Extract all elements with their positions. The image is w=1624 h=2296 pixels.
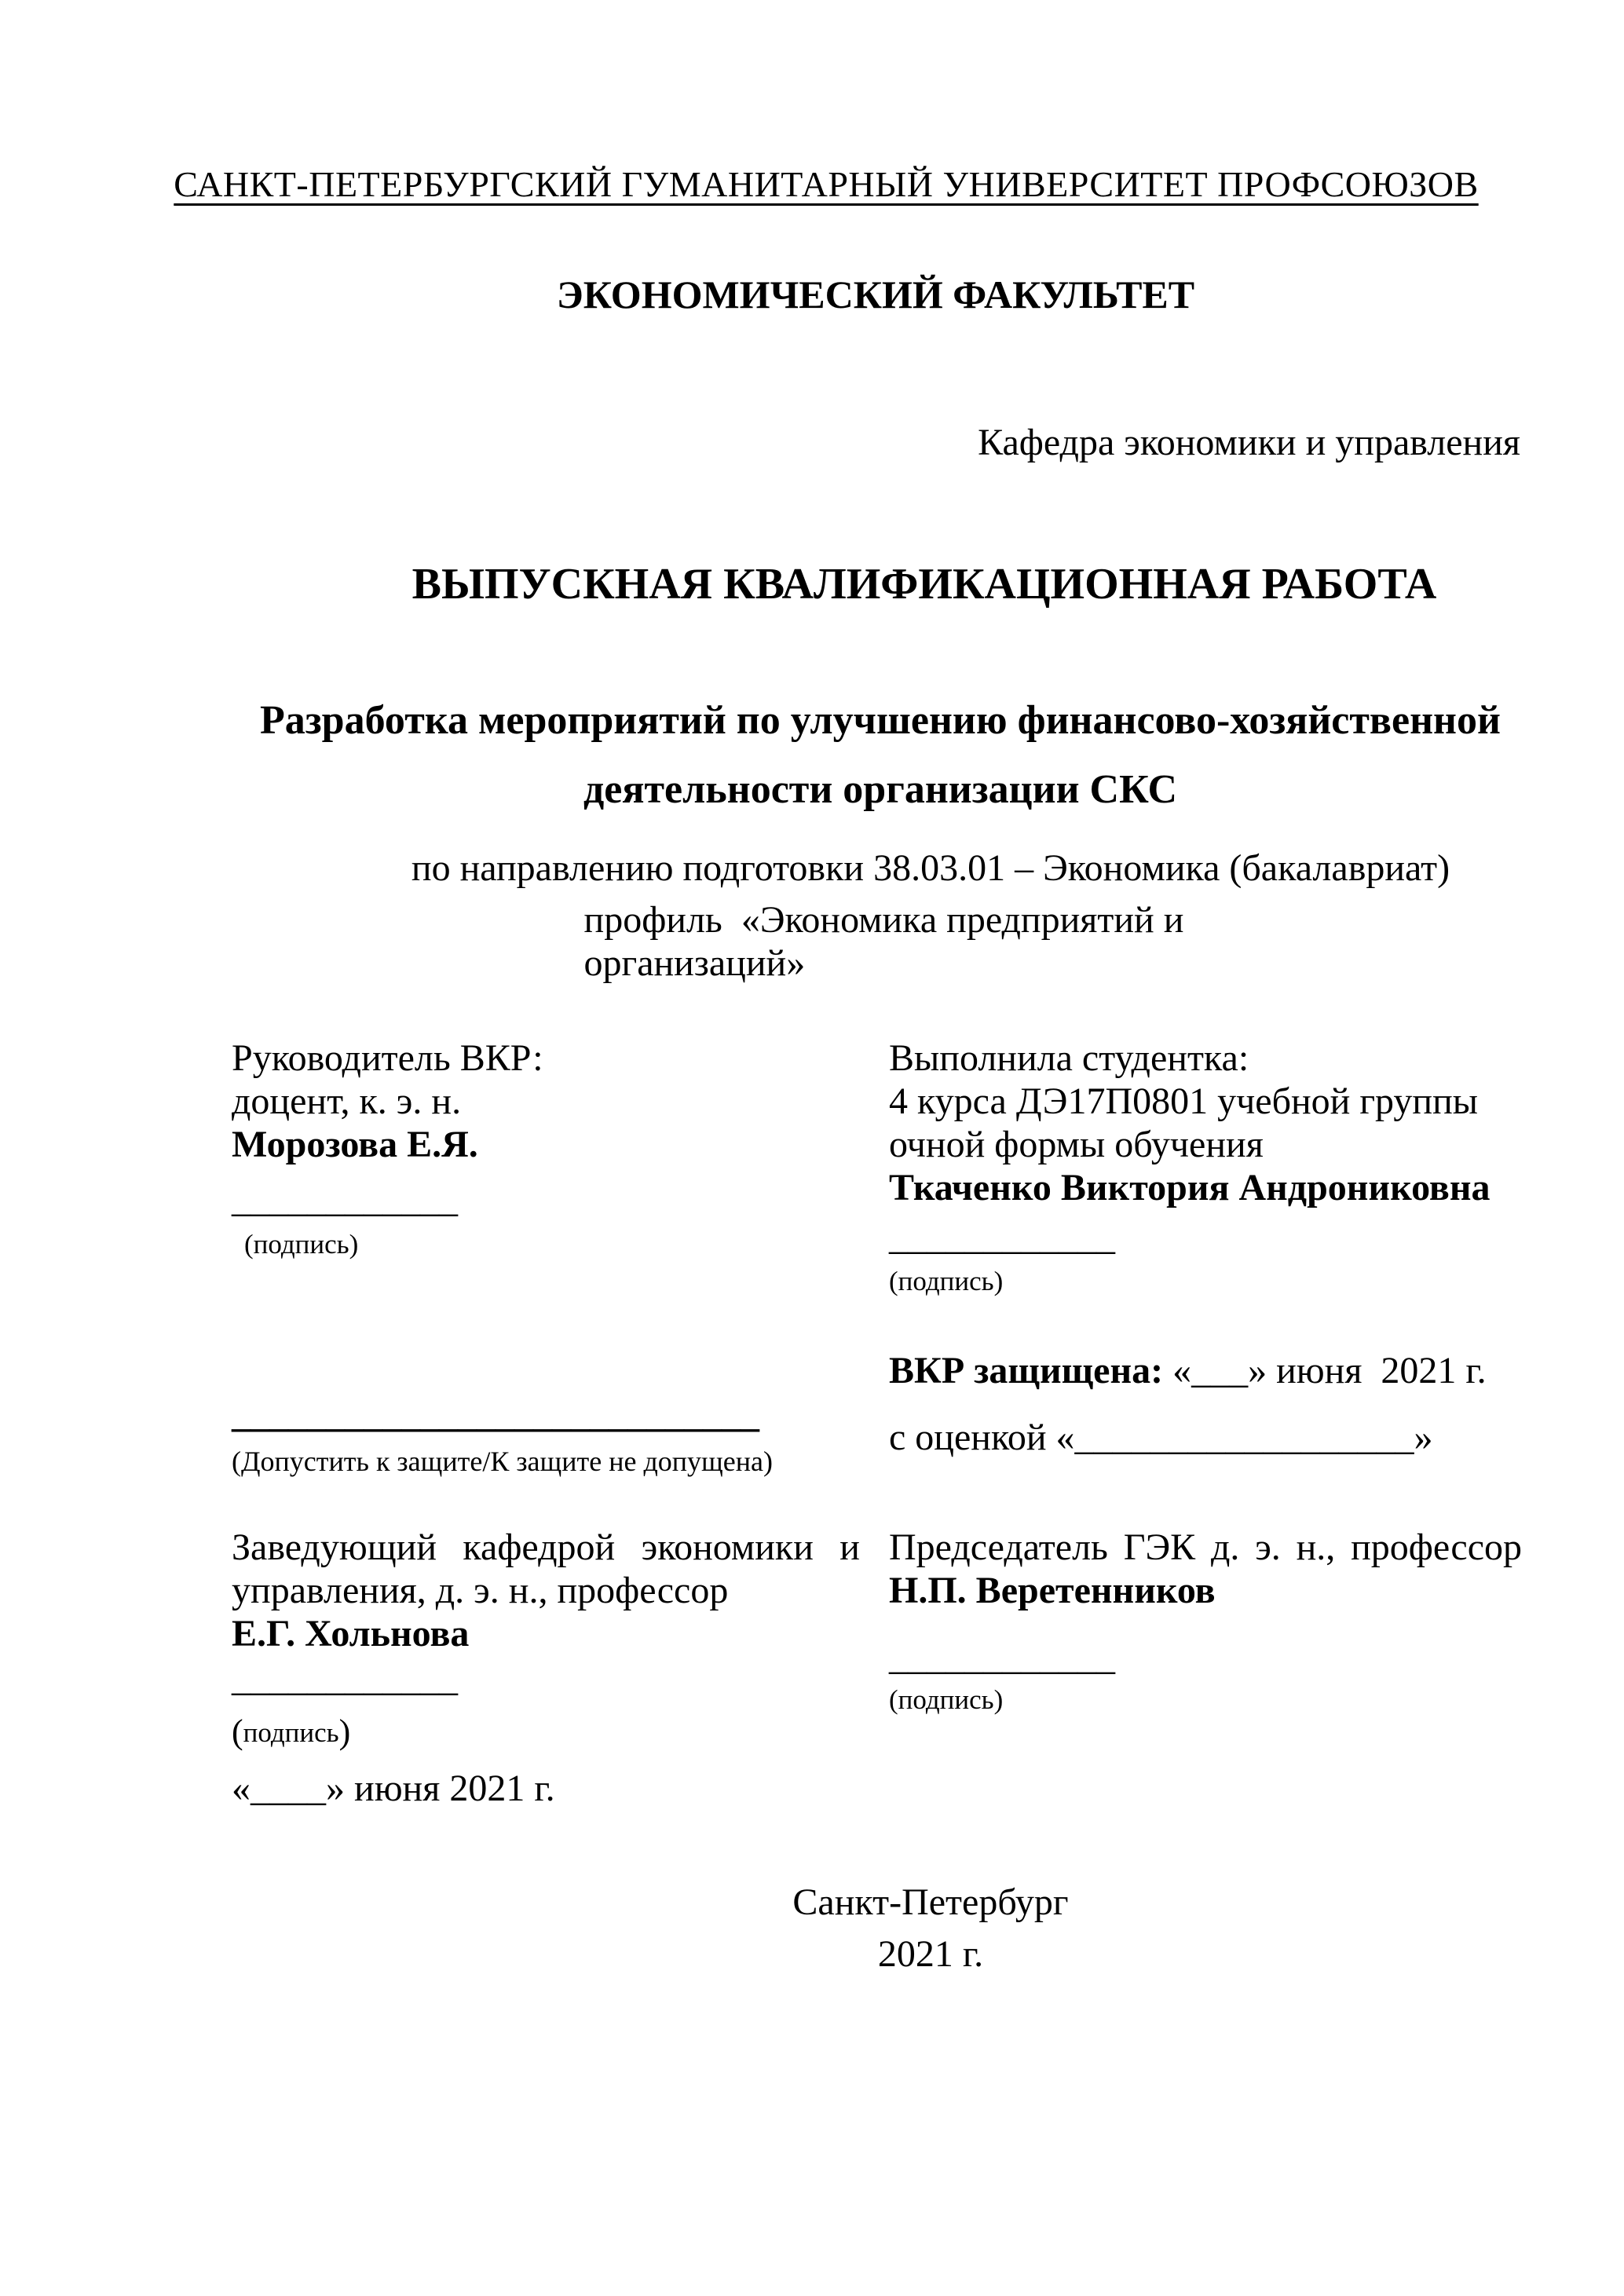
supervisor-block (232, 1036, 860, 1166)
caption-close-paren: ) (338, 1713, 351, 1751)
program-line1: по направлению подготовки 38.03.01 – Экономика (бакалавриат) (411, 847, 1450, 889)
university-name (174, 163, 1478, 205)
defense-grade-line: с оценкой «__________________» (889, 1417, 1433, 1458)
program-line2: профиль «Экономика предприятий и организаций» (583, 899, 1194, 984)
work-type-heading: ВЫПУСКНАЯ КВАЛИФИКАЦИОННАЯ РАБОТА (411, 560, 1437, 609)
defense-date (1163, 1350, 1172, 1391)
faculty-name: ЭКОНОМИЧЕСКИЙ ФАКУЛЬТЕТ (556, 272, 1195, 316)
student-group: 4 курса ДЭ17П0801 учебной группы (889, 1080, 1479, 1122)
department-head-block (232, 1526, 860, 1655)
university-name-text: САНКТ-ПЕТЕРБУРГСКИЙ ГУМАНИТАРНЫЙ УНИВЕРСИТЕТ ПРОФСОЮЗОВ (174, 164, 1479, 204)
student-signature-line: ____________ (889, 1216, 1115, 1258)
student-signature-caption: (подпись) (889, 1266, 1004, 1296)
department-name: Кафедра экономики и управления (978, 422, 1520, 463)
admission-caption: (Допустить к защите/К защите не допущена) (232, 1446, 773, 1477)
supervisor-role-label: Руководитель ВКР: (232, 1037, 543, 1079)
gec-chairman-signature-line: ____________ (889, 1636, 1115, 1678)
student-study-form: очной формы обучения (889, 1124, 1264, 1165)
student-name: Ткаченко Виктория Андрониковна (889, 1167, 1490, 1208)
thesis-title-line1: Разработка мероприятий по улучшению финансово-хозяйственной (260, 698, 1501, 743)
supervisor-name: Морозова Е.Я. (232, 1124, 478, 1165)
supervisor-signature-line: ____________ (232, 1179, 458, 1220)
footer-city: Санкт-Петербург (792, 1881, 1069, 1923)
footer-year: 2021 г. (877, 1933, 984, 1975)
department-head-date-line: «____» июня 2021 г. (232, 1768, 555, 1809)
supervisor-signature-caption: (подпись) (244, 1229, 359, 1260)
caption-open-paren: ( (232, 1713, 243, 1751)
thesis-title-line2: деятельности организации СКС (583, 767, 1178, 812)
gec-chairman-block (889, 1526, 1522, 1612)
department-head-name: Е.Г. Хольнова (232, 1613, 470, 1654)
student-block (889, 1036, 1522, 1209)
caption-word: подпись (243, 1717, 339, 1748)
gec-chairman-position: Председатель ГЭК д. э. н., профессор (889, 1526, 1522, 1568)
defense-line (889, 1349, 1487, 1392)
department-head-signature-caption (232, 1712, 350, 1752)
gec-chairman-signature-caption: (подпись) (889, 1684, 1004, 1715)
department-head-position-line1: Заведующий кафедрой экономики и (232, 1526, 860, 1568)
gec-chairman-name: Н.П. Веретенников (889, 1570, 1216, 1611)
defense-label: ВКР защищена: (889, 1350, 1164, 1391)
defense-date-value: «___» июня 2021 г. (1172, 1350, 1487, 1391)
admission-blank-line: ____________________________ (232, 1394, 759, 1435)
department-head-signature-line: ____________ (232, 1658, 458, 1699)
supervisor-degree: доцент, к. э. н. (232, 1080, 462, 1122)
department-head-position-line2: управления, д. э. н., профессор (232, 1570, 729, 1611)
student-role-label: Выполнила студентка: (889, 1037, 1249, 1079)
